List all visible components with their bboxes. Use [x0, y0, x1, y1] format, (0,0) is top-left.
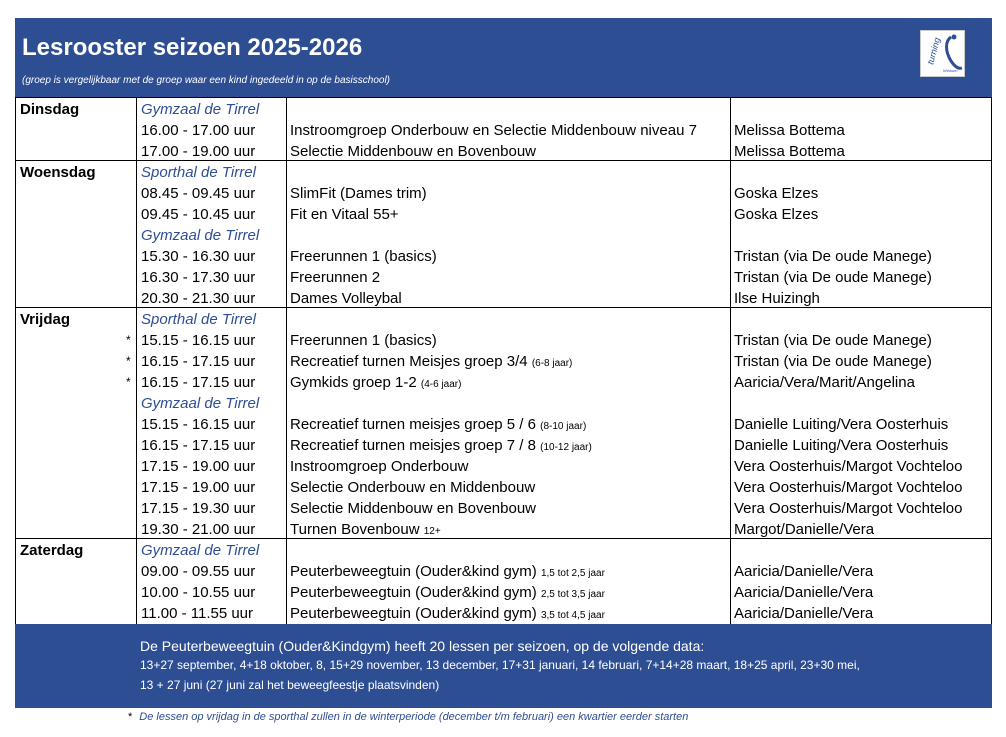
day-dinsdag: Dinsdag: [20, 101, 80, 118]
trainer-cell: Melissa Bottema: [734, 122, 845, 139]
trainer-cell: Ilse Huizingh: [734, 290, 820, 307]
column-divider: [286, 97, 287, 624]
class-cell: Freerunnen 1 (basics): [290, 332, 437, 349]
footer-banner: [15, 624, 992, 708]
asterisk-marker: *: [126, 354, 131, 368]
footer-line-1: De Peuterbeweegtuin (Ouder&Kindgym) heeft 20 lessen per seizoen, op de volgende data:: [140, 638, 705, 654]
trainer-cell: Vera Oosterhuis/Margot Vochteloo: [734, 458, 963, 475]
logo-text: turning: [925, 36, 943, 66]
time-cell: 09.45 - 10.45 uur: [141, 206, 256, 223]
time-cell: 16.30 - 17.30 uur: [141, 269, 256, 286]
trainer-cell: Danielle Luiting/Vera Oosterhuis: [734, 416, 949, 433]
trainer-cell: Tristan (via De oude Manege): [734, 269, 932, 286]
footnote: [128, 711, 688, 723]
class-cell: Peuterbeweegtuin (Ouder&kind gym) 2,5 tot 3,5 jaar: [290, 584, 605, 601]
class-cell: Freerunnen 1 (basics): [290, 248, 437, 265]
time-cell: 16.15 - 17.15 uur: [141, 353, 256, 370]
trainer-cell: Goska Elzes: [734, 206, 819, 223]
time-cell: 17.15 - 19.30 uur: [141, 500, 256, 517]
class-cell: Freerunnen 2: [290, 269, 381, 286]
day-woensdag: Woensdag: [20, 164, 96, 181]
schedule-table: [15, 97, 992, 624]
time-cell: 15.15 - 16.15 uur: [141, 332, 256, 349]
class-cell: Peuterbeweegtuin (Ouder&kind gym) 3,5 tot 4,5 jaar: [290, 605, 605, 622]
time-cell: 11.00 - 11.55 uur: [141, 605, 254, 622]
class-cell: Recreatief turnen meisjes groep 5 / 6 (8-10 jaar): [290, 416, 587, 433]
time-cell: 16.00 - 17.00 uur: [141, 122, 256, 139]
logo-subtext: Winsum: [943, 68, 958, 73]
class-cell: SlimFit (Dames trim): [290, 185, 427, 202]
class-cell: Gymkids groep 1-2 (4-6 jaar): [290, 374, 462, 391]
location-label: Gymzaal de Tirrel: [141, 542, 260, 559]
time-cell: 15.30 - 16.30 uur: [141, 248, 256, 265]
trainer-cell: Tristan (via De oude Manege): [734, 353, 932, 370]
class-cell: Peuterbeweegtuin (Ouder&kind gym) 1,5 tot 2,5 jaar: [290, 563, 605, 580]
club-logo: [920, 30, 965, 77]
class-cell: Instroomgroep Onderbouw en Selectie Middenbouw niveau 7: [290, 122, 697, 139]
location-label: Sporthal de Tirrel: [141, 311, 256, 328]
page-subtitle: (groep is vergelijkbaar met de groep waar een kind ingedeeld in op de basisschool): [22, 75, 390, 86]
location-label: Gymzaal de Tirrel: [141, 395, 260, 412]
class-cell: Selectie Onderbouw en Middenbouw: [290, 479, 536, 496]
time-cell: 09.00 - 09.55 uur: [141, 563, 256, 580]
trainer-cell: Aaricia/Vera/Marit/Angelina: [734, 374, 915, 391]
trainer-cell: Vera Oosterhuis/Margot Vochteloo: [734, 479, 963, 496]
time-cell: 19.30 - 21.00 uur: [141, 521, 256, 538]
footnote-asterisk: *: [128, 711, 133, 723]
trainer-cell: Margot/Danielle/Vera: [734, 521, 875, 538]
day-zaterdag: Zaterdag: [20, 542, 84, 559]
class-cell: Turnen Bovenbouw 12+: [290, 521, 441, 538]
class-cell: Recreatief turnen meisjes groep 7 / 8 (10-12 jaar): [290, 437, 592, 454]
time-cell: 16.15 - 17.15 uur: [141, 374, 256, 391]
location-label: Sporthal de Tirrel: [141, 164, 256, 181]
day-vrijdag: Vrijdag: [20, 311, 71, 328]
class-cell: Recreatief turnen Meisjes groep 3/4 (6-8 jaar): [290, 353, 573, 370]
footer-line-3: 13 + 27 juni (27 juni zal het beweegfeestje plaatsvinden): [140, 678, 440, 692]
trainer-cell: Aaricia/Danielle/Vera: [734, 605, 874, 622]
trainer-cell: Aaricia/Danielle/Vera: [734, 563, 874, 580]
time-cell: 17.15 - 19.00 uur: [141, 479, 256, 496]
trainer-cell: Danielle Luiting/Vera Oosterhuis: [734, 437, 949, 454]
column-divider: [730, 97, 731, 624]
trainer-cell: Vera Oosterhuis/Margot Vochteloo: [734, 500, 963, 517]
column-divider: [136, 97, 137, 624]
asterisk-marker: *: [126, 333, 131, 347]
time-cell: 16.15 - 17.15 uur: [141, 437, 256, 454]
footnote-text: De lessen op vrijdag in de sporthal zullen in de winterperiode (december t/m februari) een kwartier eerder starten: [139, 711, 689, 723]
trainer-cell: Tristan (via De oude Manege): [734, 332, 932, 349]
trainer-cell: Tristan (via De oude Manege): [734, 248, 932, 265]
trainer-cell: Aaricia/Danielle/Vera: [734, 584, 874, 601]
time-cell: 20.30 - 21.30 uur: [141, 290, 256, 307]
page-title: Lesrooster seizoen 2025-2026: [22, 34, 363, 61]
class-cell: Selectie Middenbouw en Bovenbouw: [290, 500, 536, 517]
class-cell: Selectie Middenbouw en Bovenbouw: [290, 143, 536, 160]
class-cell: Dames Volleybal: [290, 290, 402, 307]
time-cell: 08.45 - 09.45 uur: [141, 185, 256, 202]
time-cell: 17.15 - 19.00 uur: [141, 458, 256, 475]
time-cell: 10.00 - 10.55 uur: [141, 584, 256, 601]
location-label: Gymzaal de Tirrel: [141, 227, 260, 244]
asterisk-marker: *: [126, 375, 131, 389]
gymnast-logo-icon: [921, 31, 964, 76]
trainer-cell: Melissa Bottema: [734, 143, 845, 160]
footer-line-2: 13+27 september, 4+18 oktober, 8, 15+29 november, 13 december, 17+31 januari, 14 februari, 7+14+28 maart, 18+25 april, 23+30 mei,: [140, 658, 860, 672]
trainer-cell: Goska Elzes: [734, 185, 819, 202]
time-cell: 15.15 - 16.15 uur: [141, 416, 256, 433]
location-label: Gymzaal de Tirrel: [141, 101, 260, 118]
row-divider: [16, 97, 991, 98]
class-cell: Instroomgroep Onderbouw: [290, 458, 469, 475]
time-cell: 17.00 - 19.00 uur: [141, 143, 256, 160]
class-cell: Fit en Vitaal 55+: [290, 206, 399, 223]
header-banner: [15, 18, 992, 97]
